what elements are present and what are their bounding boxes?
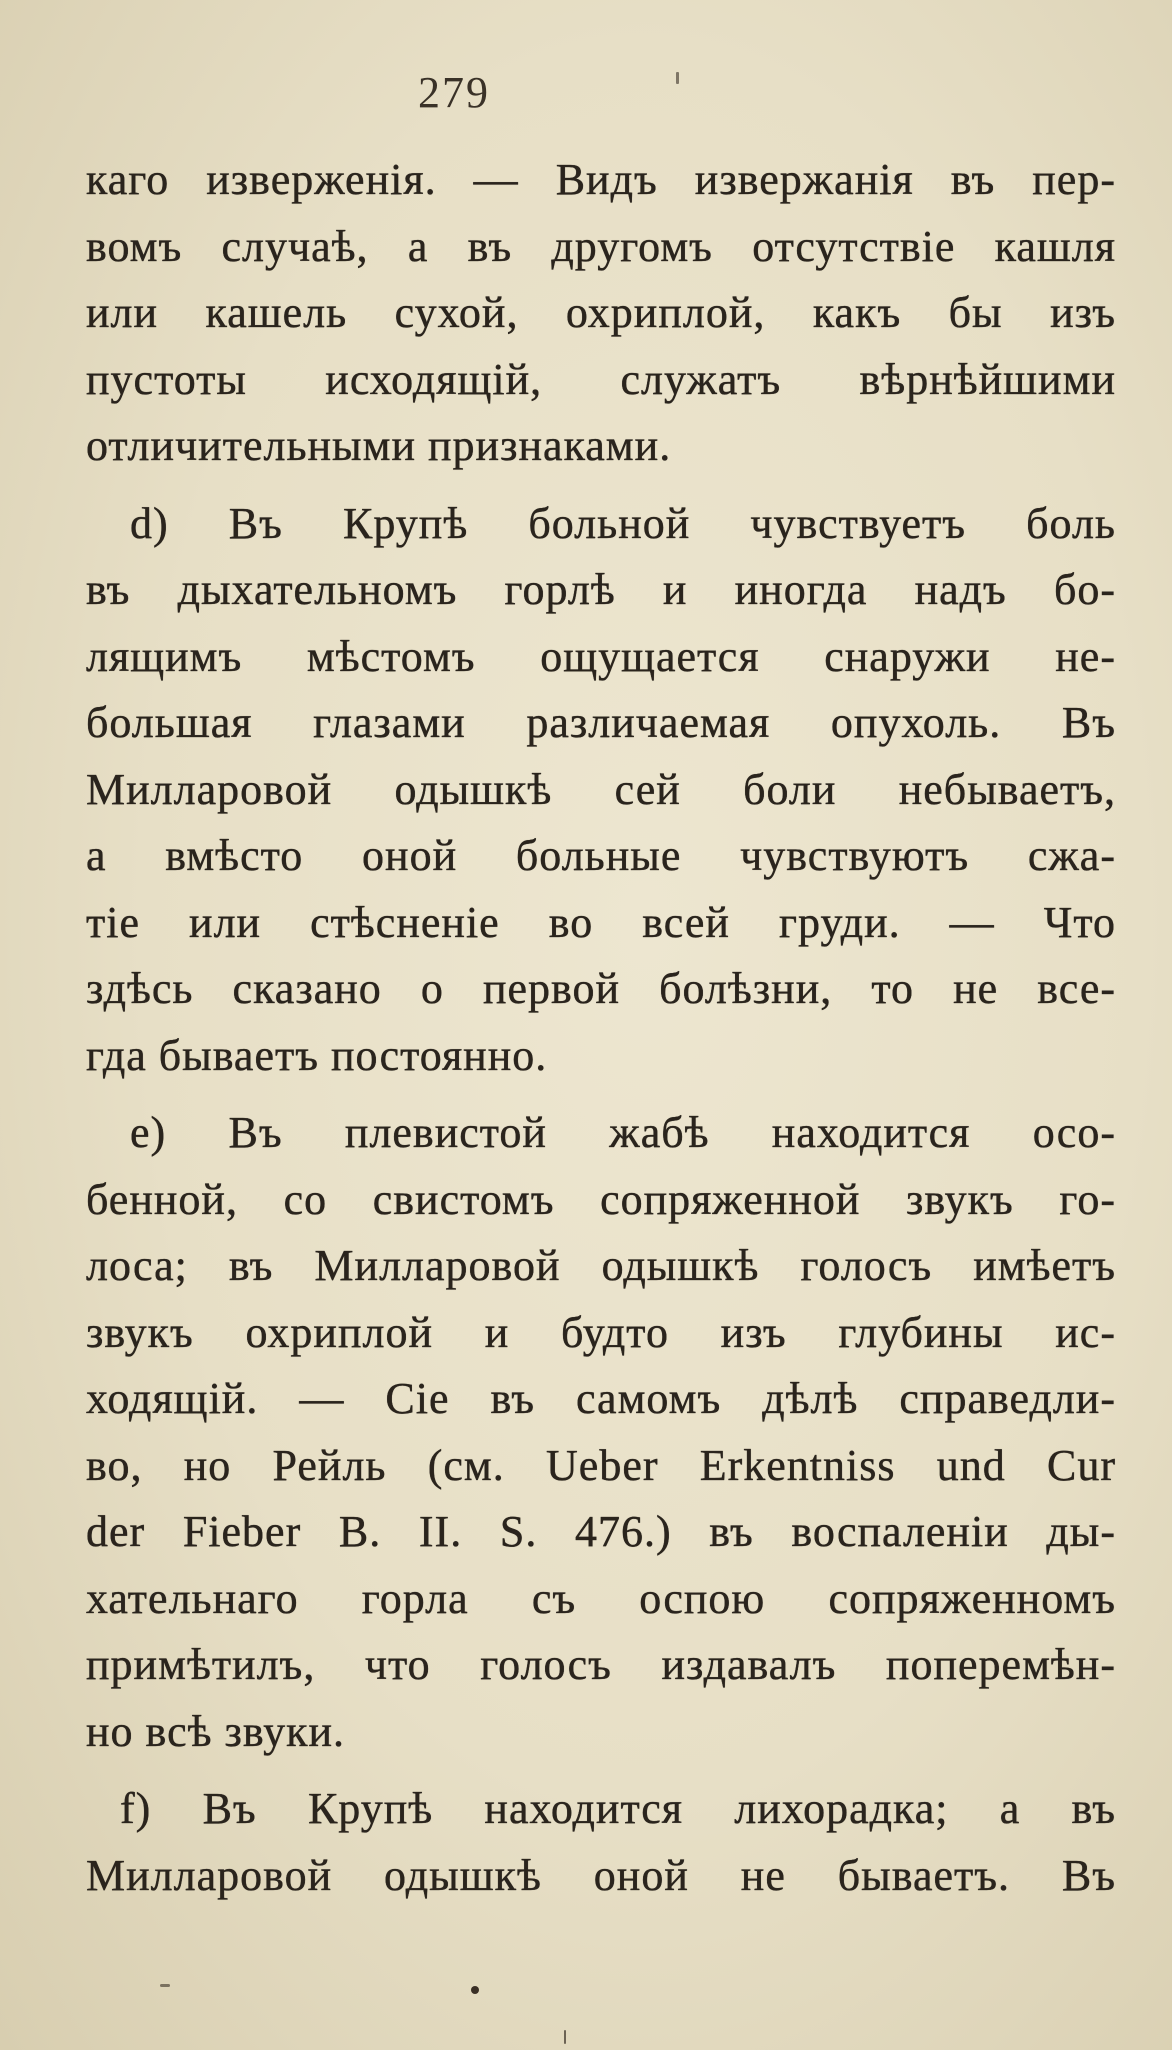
text-line: но всѣ звуки. [86, 1706, 346, 1756]
text-line: e) Въ плевистой жабѣ находится осо- [130, 1108, 1116, 1157]
ink-speck [471, 1986, 479, 1994]
ink-speck [676, 72, 679, 84]
text-line: большая глазами различаемая опухоль. Въ [86, 698, 1116, 747]
text-line: примѣтилъ, что голосъ издавалъ поперемѣн- [86, 1640, 1116, 1689]
text-line: лоса; въ Милларовой одышкѣ голосъ имѣетъ [86, 1241, 1116, 1290]
text-line: хательнаго горла съ оспою сопряженномъ [86, 1573, 1116, 1623]
ink-speck [160, 1984, 170, 1987]
text-line: или кашель сухой, охриплой, какъ бы изъ [86, 288, 1116, 337]
paragraph-f [86, 1776, 1116, 1909]
text-line: лящимъ мѣстомъ ощущается снаружи не- [86, 631, 1116, 681]
text-line: der Fieber B. II. S. 476.) въ воспаленіи ды- [86, 1507, 1116, 1556]
ink-speck [564, 2030, 566, 2044]
text-line: Милларовой одышкѣ оной не бываетъ. Въ [86, 1850, 1116, 1900]
text-line: бенной, со свистомъ сопряженной звукъ го- [86, 1174, 1116, 1224]
text-line: звукъ охриплой и будто изъ глубины ис- [86, 1307, 1116, 1357]
paragraph-continuation [86, 147, 1116, 480]
text-line: здѣсь сказано о первой болѣзни, то не все- [86, 964, 1116, 1013]
paragraph-d [86, 491, 1116, 1090]
text-line: ходящій. — Сіе въ самомъ дѣлѣ справедли- [86, 1374, 1116, 1423]
text-line: вомъ случаѣ, а въ другомъ отсутствіе кашля [86, 221, 1116, 271]
text-line: каго изверженія. — Видъ извержанія въ пер- [86, 155, 1116, 204]
text-line: f) Въ Крупѣ находится лихорадка; а въ [120, 1784, 1116, 1833]
text-line: d) Въ Крупѣ больной чувствуетъ боль [130, 498, 1116, 548]
text-line: въ дыхательномъ горлѣ и иногда надъ бо- [86, 565, 1116, 614]
text-line: отличительными признаками. [86, 421, 672, 470]
text-line: Милларовой одышкѣ сей боли небываетъ, [86, 764, 1116, 814]
page-number: 279 [418, 68, 490, 117]
page-body-text [86, 147, 1116, 1909]
paragraph-e [86, 1100, 1116, 1765]
text-line: пустоты исходящій, служатъ вѣрнѣйшими [86, 354, 1116, 404]
text-line: гда бываетъ постоянно. [86, 1030, 548, 1080]
text-line: а вмѣсто оной больные чувствуютъ сжа- [86, 831, 1116, 880]
text-line: тіе или стѣсненіе во всей груди. — Что [86, 897, 1116, 947]
text-line: во, но Рейль (см. Ueber Erkentniss und Cur [86, 1440, 1116, 1490]
